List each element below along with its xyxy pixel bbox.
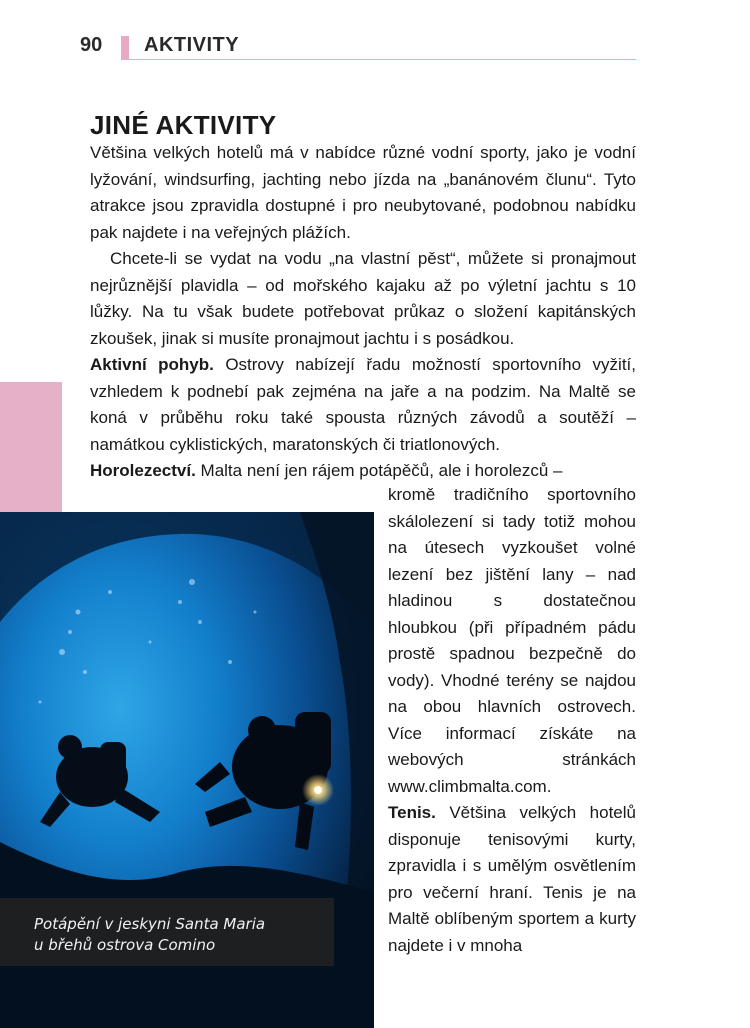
paragraph-boat-rental: Chcete-li se vydat na vodu „na vlastní pěst“, můžete si pronajmout nejrůznější plavidla – od mořského kajaku až po výletní jachtu s 10 lůžky. Na tu však budete potřebovat průkaz o složení kapitánských zkoušek, jinak si musíte pronajmout jachtu i s posádkou. (90, 249, 636, 348)
paragraph-active-movement (90, 352, 636, 458)
dive-lamp (314, 786, 322, 794)
body-tennis: Většina velkých hotelů disponuje tenisovými kurty, zpravidla i s umělým osvětlením pro večerní hraní. Tenis je na Maltě oblíbeným sportem a kurty najdete i v mnoha (388, 803, 636, 955)
header-accent-bar (121, 36, 129, 60)
chapter-title: AKTIVITY (144, 34, 240, 56)
side-thumb-tab (0, 382, 62, 514)
body-active-movement: Ostrovy nabízejí řadu možností sportovního vyžití, vzhledem k podnebí pak zejména na jaře a na podzim. Na Maltě se koná v průběhu roku také spousta různých závodů a soutěží – namátkou cyklistických, maratonských či triatlonových. (90, 355, 636, 454)
lead-tennis: Tenis. (388, 803, 436, 822)
lead-climbing: Horolezectví. (90, 461, 196, 480)
photo-caption-line-2: u břehů ostrova Comino (34, 936, 216, 954)
body-climbing-start: Malta není jen rájem potápěčů, ale i horolezců – (195, 461, 563, 480)
page-header (0, 0, 750, 70)
page-number: 90 (80, 34, 103, 56)
paragraph-climbing-start (90, 458, 636, 485)
photo-caption-line-1: Potápění v jeskyni Santa Maria (34, 915, 266, 933)
paragraph-water-sports: Většina velkých hotelů má v nabídce různé vodní sporty, jako je vodní lyžování, windsurfing, jachting nebo jízda na „banánovém člunu“. Tyto atrakce jsou zpravidla dostupné i pro neubytované, podobnou nabídku pak najdete i na veřejných plážích. (90, 143, 636, 242)
narrow-text-column (388, 482, 636, 959)
main-text-column (90, 140, 636, 485)
section-title: JINÉ AKTIVITY (90, 110, 277, 140)
paragraph-climbing-continued: kromě tradičního sportovního skálolezení si tady totiž mohou na útesech vyzkoušet volné lezení bez jištění lany – nad hladinou s dostatečnou hloubkou (při případném pádu prostě spadnou bezpečně do vody). Vhodné terény se najdou na obou hlavních ostrovech. Více informací získáte na webových stránkách www.climbmalta.com. (388, 485, 636, 796)
lead-active-movement: Aktivní pohyb. (90, 355, 214, 374)
header-rule (129, 59, 636, 60)
paragraph-tennis (388, 800, 636, 959)
